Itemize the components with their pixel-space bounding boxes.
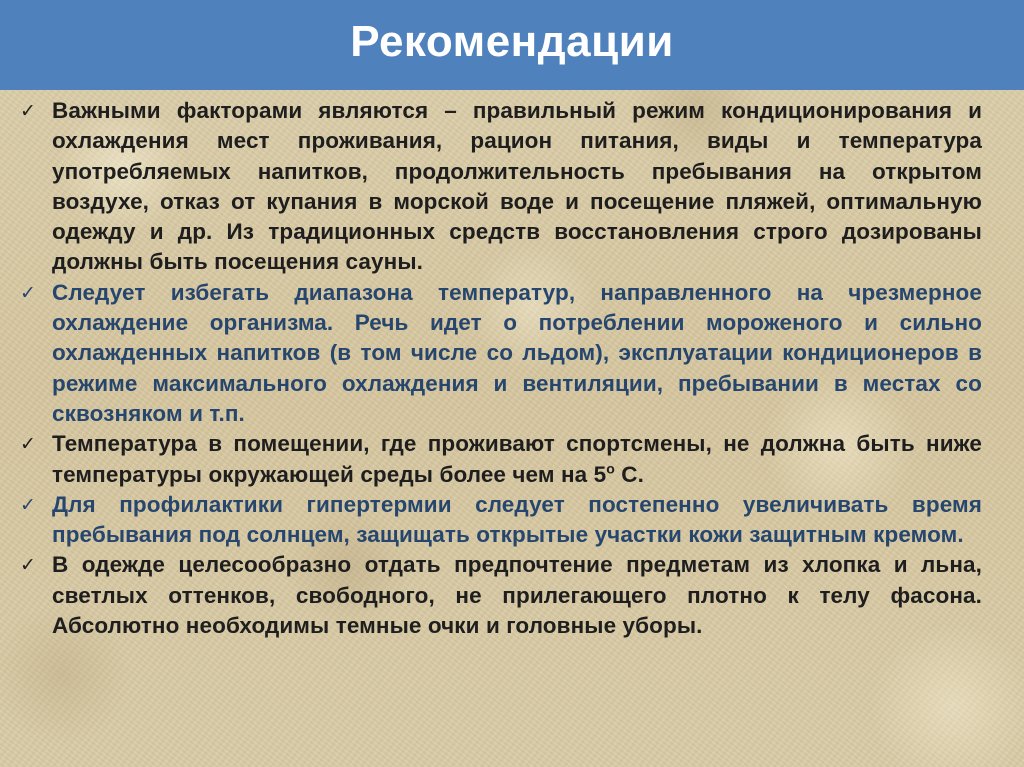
bullet-text-part: Температура в помещении, где проживают спортсмены, не должна быть ниже температуры окружающей среды более чем на 5	[52, 431, 982, 487]
bullet-item	[16, 96, 982, 278]
checkmark-icon: ✓	[20, 554, 37, 577]
checkmark-icon: ✓	[20, 281, 37, 304]
bullet-item	[16, 550, 982, 641]
bullet-item	[16, 490, 982, 551]
bullet-item	[16, 429, 982, 490]
degree-superscript: о	[606, 460, 615, 477]
bullet-list	[16, 96, 982, 641]
checkmark-icon: ✓	[20, 433, 37, 456]
title-bar	[0, 0, 1024, 90]
slide-title: Рекомендации	[350, 17, 674, 66]
bullet-text: Важными факторами являются – правильный режим кондиционирования и охлаждения мест проживания, рацион питания, виды и температура употребляемых напитков, продолжительность пребывания на открытом воздухе, отказ от купания в морской воде и посещение пляжей, оптимальную одежду и др. Из традиционных средств восстановления строго дозированы должны быть посещения сауны.	[52, 98, 982, 275]
bullet-text-part: С.	[614, 461, 644, 487]
checkmark-icon: ✓	[20, 100, 37, 122]
bullet-text	[52, 431, 982, 486]
bullet-text: Для профилактики гипертермии следует постепенно увеличивать время пребывания под солнцем, защищать открытые участки кожи защитным кремом.	[52, 491, 982, 548]
bullet-text: В одежде целесообразно отдать предпочтение предметам из хлопка и льна, светлых оттенков, свободного, не прилегающего плотно к телу фасона. Абсолютно необходимы темные очки и головные уборы.	[52, 552, 982, 639]
bullet-item	[16, 278, 982, 429]
bullet-text: Следует избегать диапазона температур, направленного на чрезмерное охлаждение организма. Речь идет о потреблении мороженого и сильно охлажденных напитков (в том числе со льдом), эксплуатации кондиционеров в режиме максимального охлаждения и вентиляции, пребывании в местах со сквозняком и т.п.	[52, 279, 982, 426]
checkmark-icon: ✓	[20, 493, 37, 516]
